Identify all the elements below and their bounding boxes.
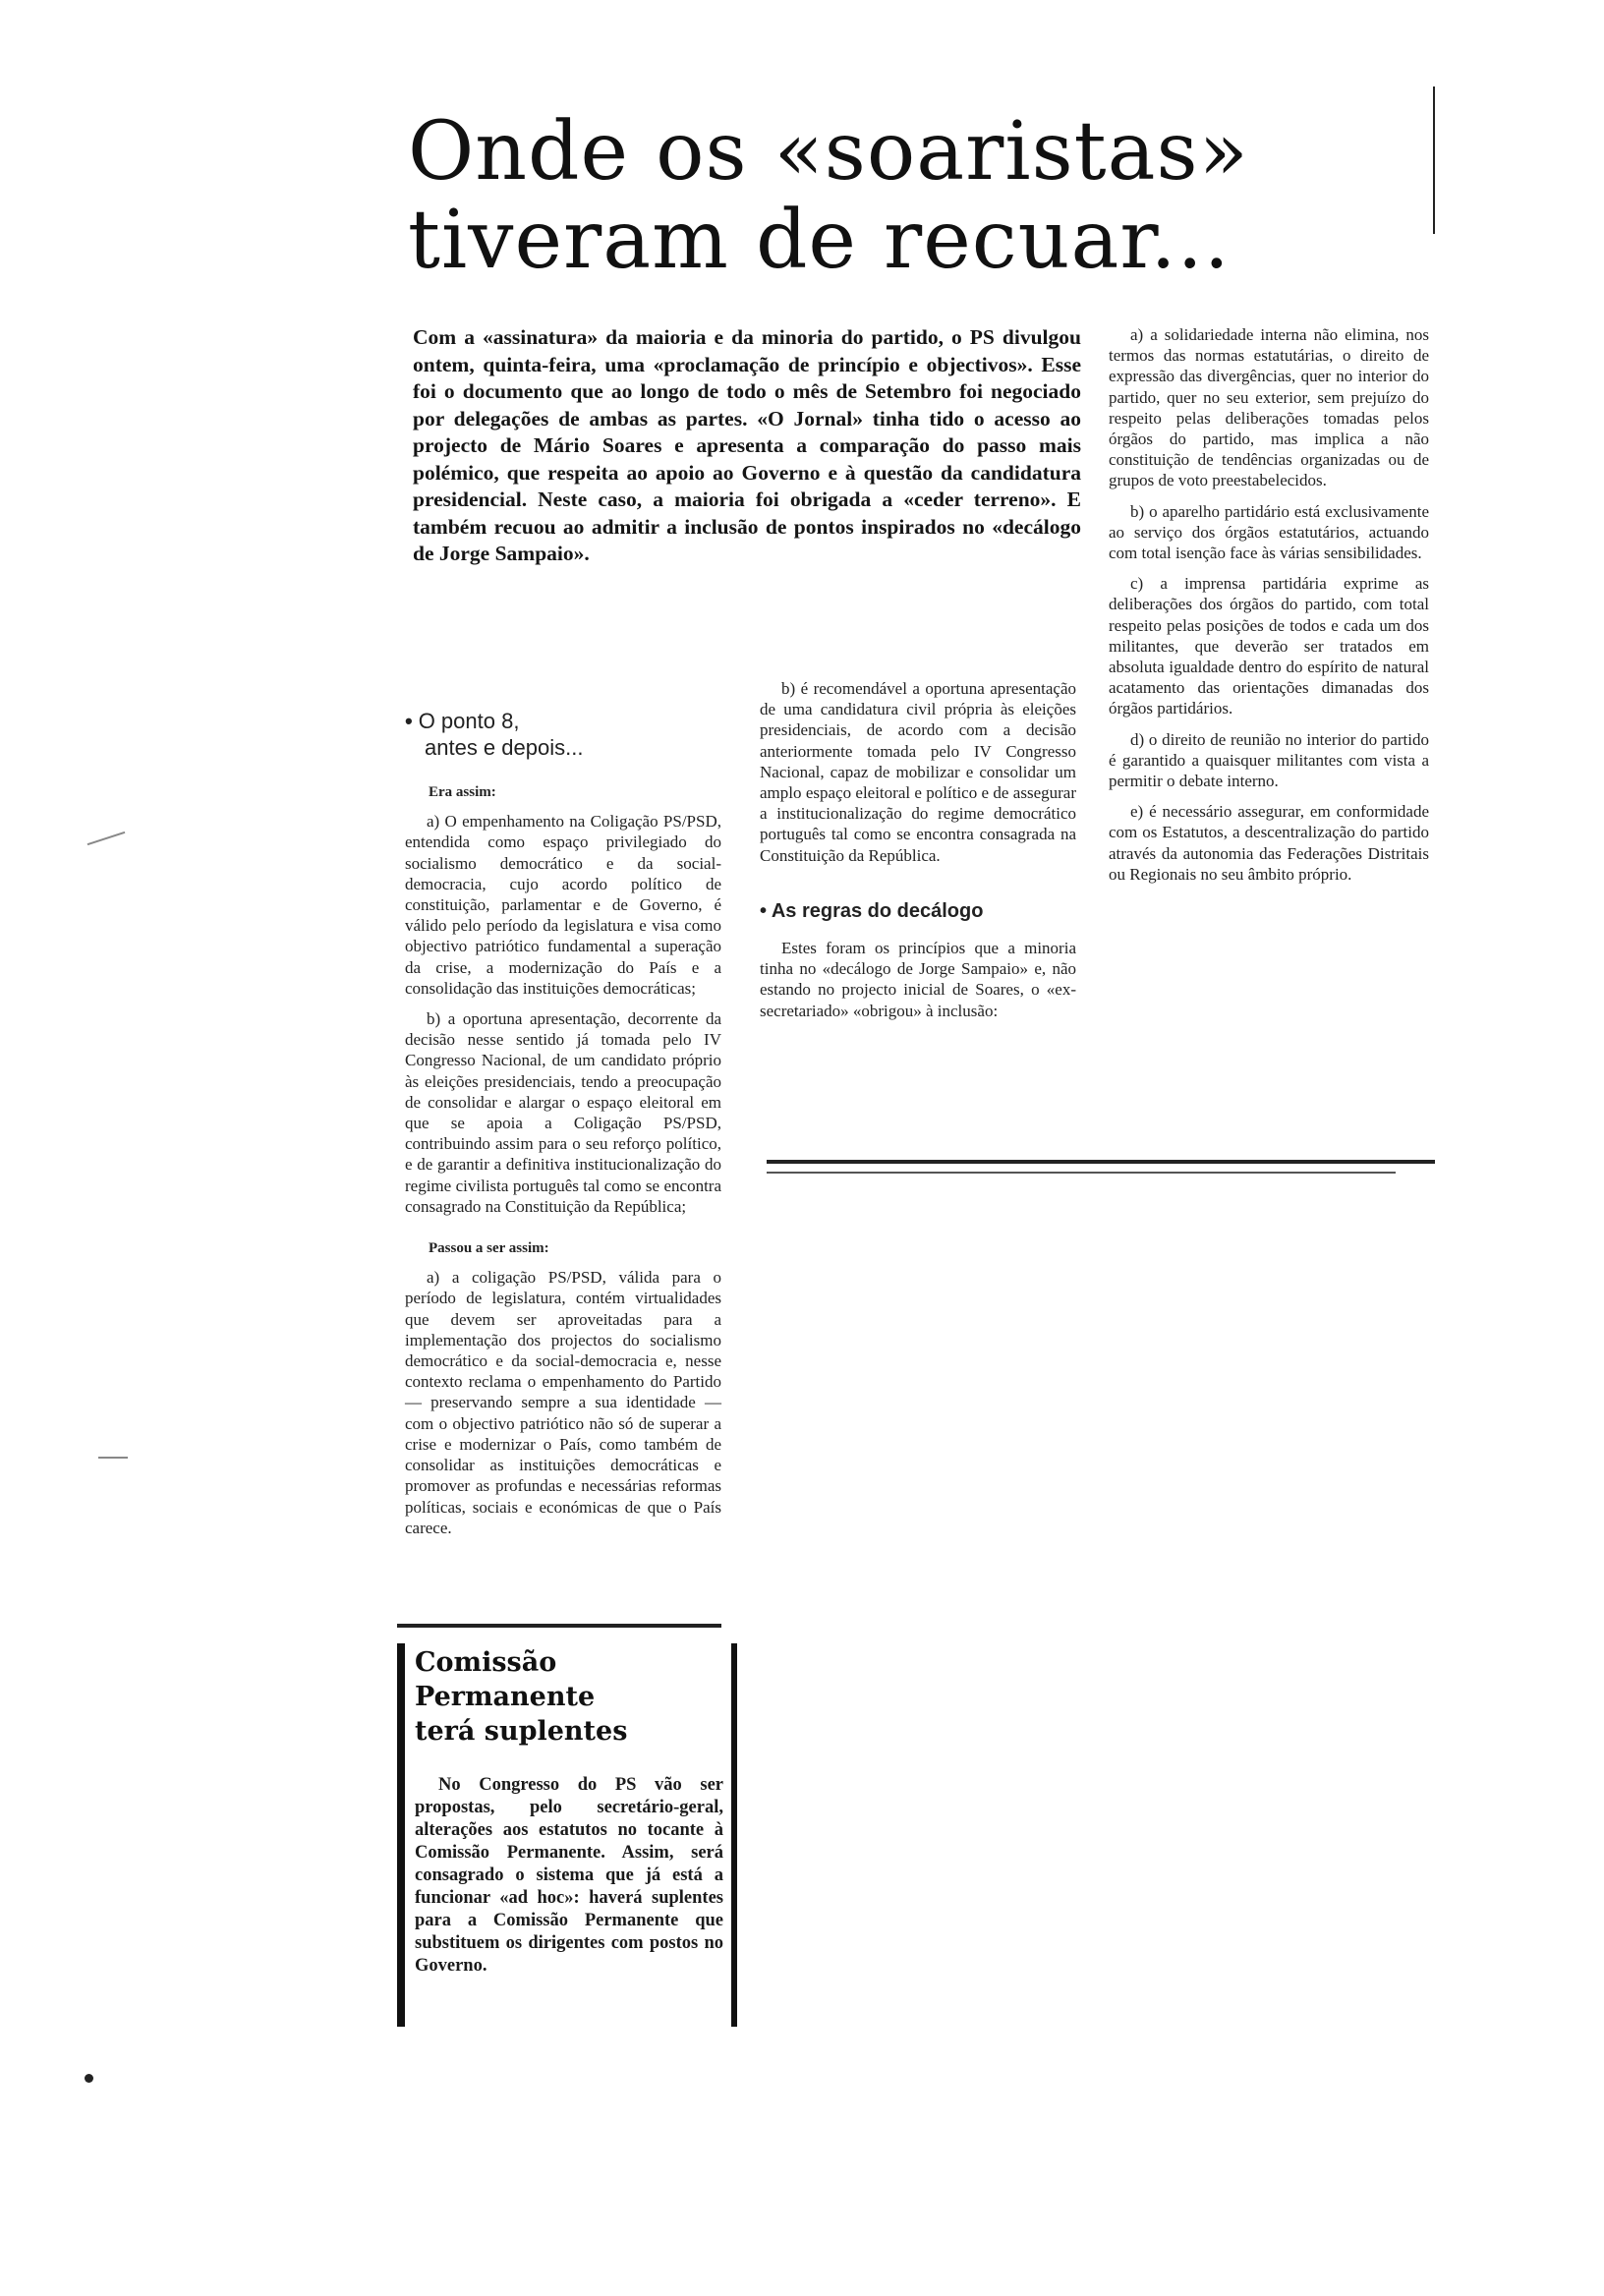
rule-item-d: d) o direito de reunião no interior do partido é garantido a quaisquer militantes com vista a permitir o debate interno. <box>1109 729 1429 791</box>
section-1-title-line-1: O ponto 8, <box>418 709 520 733</box>
after-label: Passou a ser assim: <box>429 1240 549 1257</box>
before-item-b: b) a oportuna apresentação, decorrente da decisão nesse sentido já tomada pelo IV Congresso Nacional, de um candidato próprio às eleições presidenciais, tendo a preocupação de consolidar e alargar o espaço eleitoral em que se apoia a Coligação PS/PSD, contribuindo assim para o seu reforço político, e de garantir a definitiva institucionalização do regime civilista português tal como se encontra consagrado na Constituição da República; <box>405 1009 721 1216</box>
box-body: No Congresso do PS vão ser propostas, pelo secretário-geral, alterações aos estatutos no tocante à Comissão Permanente. Assim, será consagrado o sistema que já está a funcionar «ad hoc»: haverá suplentes para a Comissão Permanente que substituem os dirigentes com postos no Governo. <box>415 1775 723 1976</box>
bullet-icon: • <box>760 899 768 922</box>
section-end-rule <box>767 1160 1435 1164</box>
section-1-title-line-2: antes e depois... <box>425 735 584 760</box>
before-label: Era assim: <box>429 784 496 800</box>
section-2-title <box>760 901 1076 922</box>
scan-speck <box>85 2074 93 2083</box>
scan-mark <box>87 832 126 845</box>
rule-item-c: c) a imprensa partidária exprime as deliberações dos órgãos do partido, com total respeito pelas posições de todos e cada um dos militantes, que deverão ser tratados em absoluta igualdade dentro do espírito de natural acatamento das orientações dimanadas dos órgãos partidários. <box>1109 574 1429 718</box>
scan-mark <box>98 1457 128 1459</box>
headline <box>408 105 1292 287</box>
box-title-line-1: Comissão <box>415 1647 557 1678</box>
column-1 <box>405 708 721 1548</box>
rule-item-e: e) é necessário assegurar, em conformidade com os Estatutos, a descentralização do partido através da autonomia das Federações Distritais ou Regionais no seu âmbito próprio. <box>1109 802 1429 884</box>
section-1-title <box>405 708 721 761</box>
section-end-rule-thin <box>767 1172 1396 1174</box>
box-top-rule <box>397 1624 721 1628</box>
box-title-line-2: Permanente <box>415 1682 596 1712</box>
column-2 <box>760 678 1076 1031</box>
headline-line-2: tiveram de recuar... <box>408 194 1231 287</box>
before-item-a: a) O empenhamento na Coligação PS/PSD, entendida como espaço privilegiado do socialismo democrático e da social-democracia, cujo acordo político de constituição, parlamentar e de Governo, é válido pelo período da legislatura e visa como objectivo patriótico fundamental a superação da crise, a modernização do País e a consolidação das instituições democráticas; <box>405 812 721 998</box>
box-title <box>415 1645 723 1749</box>
section-2-title-text: As regras do decálogo <box>771 899 984 922</box>
bullet-icon: • <box>405 709 413 733</box>
headline-line-1: Onde os «soaristas» <box>408 105 1249 199</box>
box-title-line-3: terá suplentes <box>415 1716 628 1747</box>
column-3 <box>1109 324 1429 894</box>
column-rule-right <box>1433 86 1435 234</box>
lead-paragraph: Com a «assinatura» da maioria e da minoria do partido, o PS divulgou ontem, quinta-feira, uma «proclamação de princípio e objectivos». Esse foi o documento que ao longo de todo o mês de Setembro foi negociado por delegações de ambas as partes. «O Jornal» tinha tido o acesso ao projecto de Mário Soares e apresenta a comparação do passo mais polémico, que respeita ao apoio ao Governo e à questão da candidatura presidencial. Neste caso, a maioria foi obrigada a «ceder terreno». E também recuou ao admitir a inclusão de pontos inspirados no «decálogo de Jorge Sampaio». <box>413 325 1081 565</box>
after-item-b: b) é recomendável a oportuna apresentação de uma candidatura civil própria às eleições presidenciais, de acordo com a decisão anteriormente tomada pelo IV Congresso Nacional, capaz de mobilizar e consolidar um amplo espaço eleitoral e político e de assegurar a institucionalização do regime democrático português tal como se encontra consagrada na Constituição da República. <box>760 679 1076 865</box>
section-2-intro: Estes foram os princípios que a minoria tinha no «decálogo de Jorge Sampaio» e, não estando no projecto inicial de Soares, o «ex-secretariado» «obrigou» à inclusão: <box>760 939 1076 1020</box>
rule-item-a: a) a solidariedade interna não elimina, nos termos das normas estatutárias, o direito de expressão das divergências, quer no interior do partido, quer no seu exterior, sem prejuízo do respeito pelas deliberações tomadas pelos órgãos do partido, mas implica a não constituição de tendências organizadas ou de grupos de voto preestabelecidos. <box>1109 325 1429 490</box>
after-item-a: a) a coligação PS/PSD, válida para o período de legislatura, contém virtualidades que devem ser aproveitadas para a implementação dos projectos do socialismo democrático e da social-democracia e, nesse contexto reclama o empenhamento do Partido — preservando sempre a sua identidade — com o objectivo patriótico não só de superar a crise e modernizar o País, como também de consolidar as instituições democráticas e promover as profundas e necessárias reformas políticas, sociais e económicas de que o País carece. <box>405 1268 721 1537</box>
rule-item-b: b) o aparelho partidário está exclusivamente ao serviço dos órgãos estatutários, actuando com total isenção face às várias sensibilidades. <box>1109 501 1429 563</box>
sidebar-box <box>397 1643 737 2027</box>
